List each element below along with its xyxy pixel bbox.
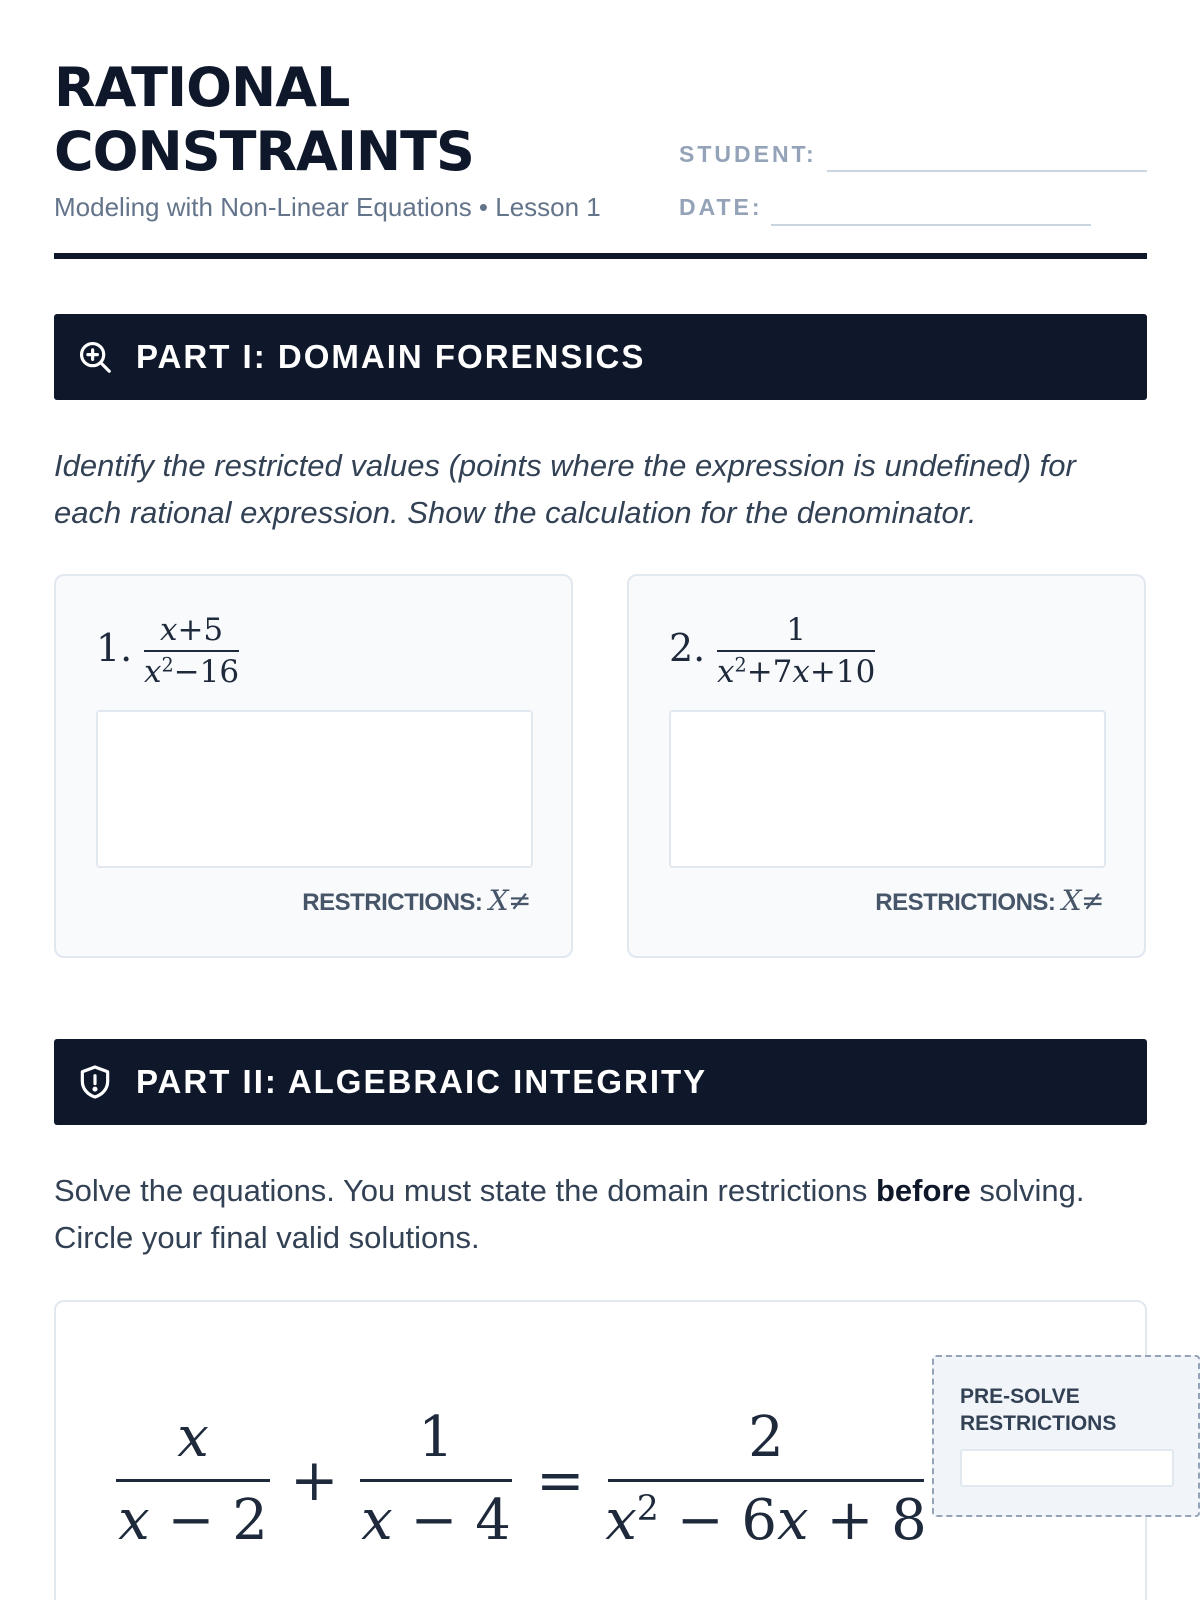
equation-rhs xyxy=(605,1405,927,1554)
part1-header xyxy=(54,314,1147,400)
restrictions-label xyxy=(875,884,1104,917)
restrictions-text: RESTRICTIONS: xyxy=(875,889,1056,916)
rhs-numerator: 2 xyxy=(748,1405,784,1470)
fraction-bar xyxy=(608,1479,924,1482)
expression-denominator: $x^2-16$ xyxy=(144,652,240,690)
part2-instructions xyxy=(54,1167,1147,1261)
problem-card-2 xyxy=(627,574,1146,958)
part2-header xyxy=(54,1039,1147,1125)
instructions-text-end: solving. Circle your final valid solutions. xyxy=(54,1173,1085,1255)
part1-title: PART I: DOMAIN FORENSICS xyxy=(136,338,646,375)
page-title xyxy=(54,56,474,184)
equals-sign: = xyxy=(536,1446,585,1514)
fraction-bar xyxy=(144,650,239,652)
title-line-1: RATIONAL xyxy=(54,56,350,119)
restrictions-math: X≠ xyxy=(1061,884,1104,917)
term1-denominator: x − 2 xyxy=(118,1488,268,1553)
restrictions-math: X≠ xyxy=(488,884,531,917)
student-field[interactable] xyxy=(827,170,1147,172)
shield-alert-icon xyxy=(76,1063,114,1101)
page-subtitle: Modeling with Non-Linear Equations • Lesson 1 xyxy=(54,192,601,222)
date-field[interactable] xyxy=(771,224,1091,226)
problem-number: 1. xyxy=(96,626,133,670)
header-divider xyxy=(54,253,1147,259)
presolve-label: PRE-SOLVE RESTRICTIONS xyxy=(960,1385,1117,1435)
instructions-text: Solve the equations. You must state the domain restrictions xyxy=(54,1173,876,1208)
equation-term-2 xyxy=(360,1405,512,1554)
problem-number: 2. xyxy=(669,626,706,670)
fraction-bar xyxy=(116,1479,270,1482)
fraction-bar xyxy=(717,650,875,652)
plus-sign: + xyxy=(290,1446,339,1514)
answer-box[interactable] xyxy=(96,710,533,868)
restrictions-label xyxy=(302,884,531,917)
expression-numerator: x+5 xyxy=(159,612,224,648)
presolve-restrictions-box xyxy=(932,1355,1200,1517)
expression-numerator: 1 xyxy=(786,612,807,648)
problem-expression xyxy=(717,612,875,690)
equation-term-1 xyxy=(116,1405,270,1554)
presolve-input[interactable] xyxy=(960,1449,1174,1487)
part2-title: PART II: ALGEBRAIC INTEGRITY xyxy=(136,1063,708,1100)
part1-instructions: Identify the restricted values (points where the expression is undefined) for each rational expression. Show the calculation for the denominator. xyxy=(54,448,1076,530)
rhs-denominator: $x^2 - 6x + 8$ xyxy=(605,1488,927,1553)
title-line-2: CONSTRAINTS xyxy=(54,120,474,183)
term2-numerator: 1 xyxy=(418,1405,454,1470)
term1-numerator: x xyxy=(177,1405,209,1470)
problem-card-1 xyxy=(54,574,573,958)
zoom-in-icon xyxy=(76,338,114,376)
problem-expression xyxy=(144,612,239,690)
fraction-bar xyxy=(360,1479,512,1482)
term2-denominator: x − 4 xyxy=(361,1488,511,1553)
answer-box[interactable] xyxy=(669,710,1106,868)
instructions-emphasis: before xyxy=(875,1173,971,1208)
restrictions-text: RESTRICTIONS: xyxy=(302,889,483,916)
expression-denominator: $x^2+7x+10$ xyxy=(717,652,876,690)
student-label: STUDENT: xyxy=(679,141,817,167)
date-label: DATE: xyxy=(679,194,763,220)
